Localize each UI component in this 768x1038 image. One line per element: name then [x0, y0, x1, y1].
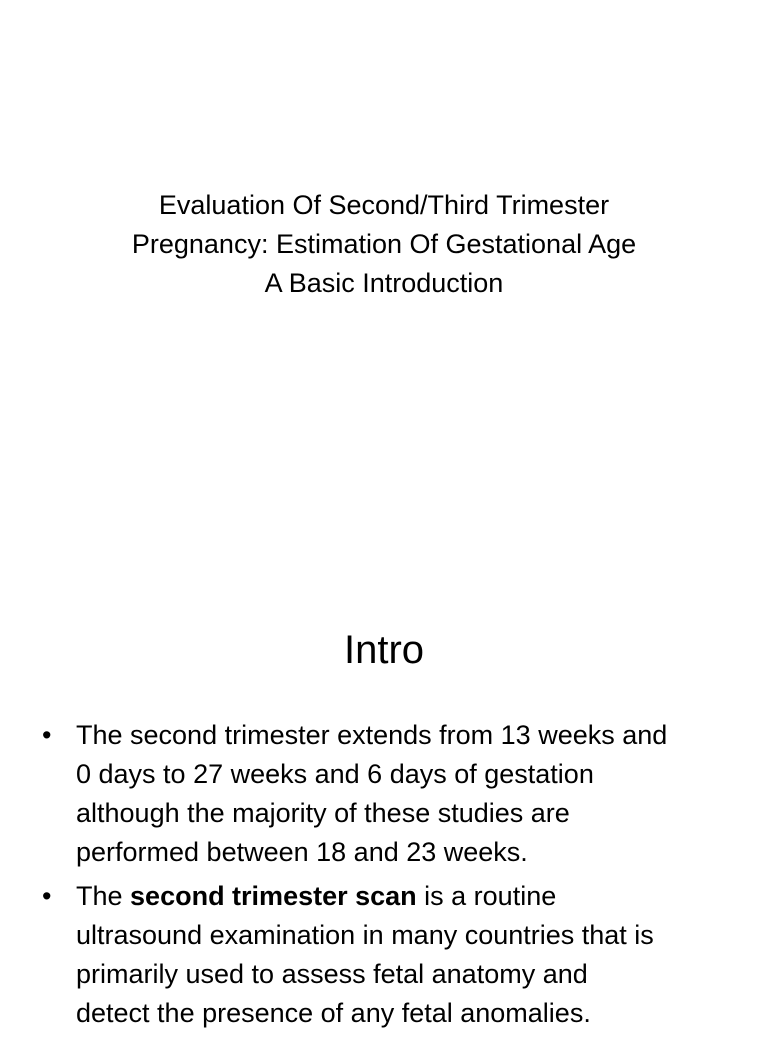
bullet-text [76, 877, 742, 1033]
intro-bullet-list [42, 716, 742, 1038]
title-line: A Basic Introduction [264, 268, 504, 298]
bullet-tail: is a routine [416, 881, 557, 911]
bullet-line: The second trimester extends from 13 weeks and [76, 720, 668, 750]
title-slide-heading [40, 186, 728, 303]
bullet-line: performed between 18 and 23 weeks. [76, 837, 528, 867]
title-line: Pregnancy: Estimation Of Gestational Age [131, 229, 637, 259]
bullet-bold-term: second trimester scan [130, 881, 417, 911]
list-item [42, 716, 742, 872]
bullet-line: ultrasound examination in many countries that is [76, 920, 654, 950]
list-item [42, 877, 742, 1033]
title-line: Evaluation Of Second/Third Trimester [158, 190, 610, 220]
intro-heading: Intro [343, 628, 425, 672]
bullet-line: although the majority of these studies are [76, 798, 570, 828]
bullet-line [76, 877, 742, 916]
bullet-icon: • [42, 881, 52, 911]
bullet-text [76, 716, 742, 872]
bullet-line: primarily used to assess fetal anatomy and [76, 959, 588, 989]
bullet-icon: • [42, 720, 52, 750]
bullet-lead: The [76, 881, 131, 911]
bullet-line: detect the presence of any fetal anomalies. [76, 998, 591, 1028]
bullet-line: 0 days to 27 weeks and 6 days of gestation [76, 759, 594, 789]
